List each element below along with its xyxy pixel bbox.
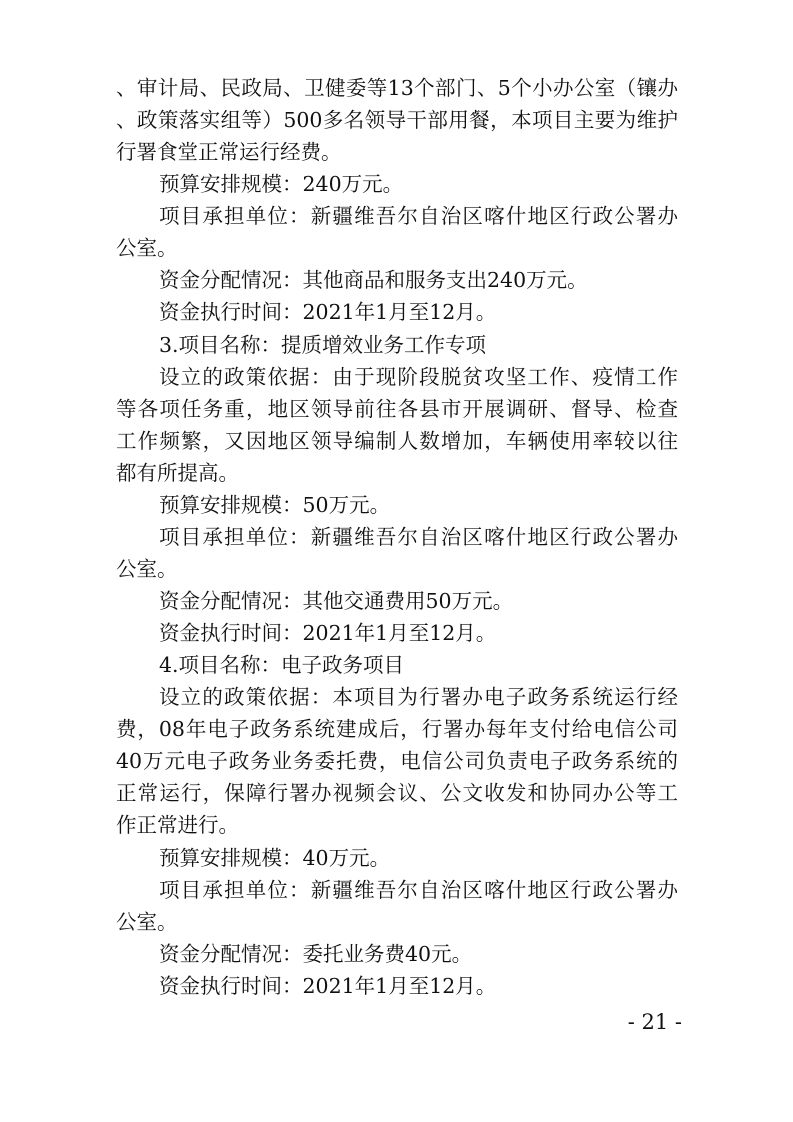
text-line: 作正常进行。 xyxy=(116,813,239,838)
text-line: 设立的政策依据：本项目为行署办电子政务系统运行经 xyxy=(159,685,678,710)
section-heading: 4.项目名称：电子政务项目 xyxy=(159,653,405,678)
paragraph-responsible-unit xyxy=(116,200,678,264)
text-line: 工作频繁，又因地区领导编制人数增加，车辆使用率较以往 xyxy=(116,428,678,453)
section-heading-project-4 xyxy=(116,649,678,681)
paragraph-execution-time xyxy=(116,617,678,649)
text-line: 资金执行时间：2021年1月至12月。 xyxy=(159,973,497,998)
text-line: 资金分配情况：其他商品和服务支出240万元。 xyxy=(159,268,588,293)
page-number: - 21 - xyxy=(627,1010,682,1034)
text-line: 都有所提高。 xyxy=(116,460,239,485)
text-line: 项目承担单位：新疆维吾尔自治区喀什地区行政公署办 xyxy=(159,877,678,902)
text-line: 费，08年电子政务系统建成后，行署办每年支付给电信公司 xyxy=(116,717,678,742)
text-line: 资金分配情况：其他交通费用50万元。 xyxy=(159,589,514,613)
text-line: 等各项任务重，地区领导前往各县市开展调研、督导、检查 xyxy=(116,396,678,421)
text-line: 公室。 xyxy=(116,909,178,934)
text-line: 资金分配情况：委托业务费40元。 xyxy=(159,941,473,966)
text-line: 公室。 xyxy=(116,556,178,581)
paragraph-fund-allocation xyxy=(116,264,678,296)
text-line: 项目承担单位：新疆维吾尔自治区喀什地区行政公署办 xyxy=(159,524,678,549)
text-line: 资金执行时间：2021年1月至12月。 xyxy=(159,300,497,325)
text-line: 设立的政策依据：由于现阶段脱贫攻坚工作、疫情工作 xyxy=(159,364,678,389)
section-heading: 3.项目名称：提质增效业务工作专项 xyxy=(159,332,487,357)
paragraph-execution-time xyxy=(116,296,678,328)
text-line: 、审计局、民政局、卫健委等13个部门、5个小办公室（镶办 xyxy=(116,76,678,100)
text-line: 行署食堂正常运行经费。 xyxy=(116,140,342,165)
paragraph-budget-scale-50 xyxy=(116,489,678,521)
text-line: 公室。 xyxy=(116,236,178,261)
text-line: 项目承担单位：新疆维吾尔自治区喀什地区行政公署办 xyxy=(159,204,678,229)
paragraph-budget-scale-40 xyxy=(116,842,678,874)
paragraph-policy-basis xyxy=(116,681,678,841)
text-line: 正常运行，保障行署办视频会议、公文收发和协同办公等工 xyxy=(116,781,678,806)
text-line: 预算安排规模：40万元。 xyxy=(159,845,391,870)
text-line: 预算安排规模：240万元。 xyxy=(159,172,404,197)
paragraph-responsible-unit xyxy=(116,521,678,585)
text-line: 、政策落实组等）500多名领导干部用餐，本项目主要为维护 xyxy=(116,108,678,133)
document-body xyxy=(116,72,678,1002)
text-line: 40万元电子政务业务委托费，电信公司负责电子政务系统的 xyxy=(116,749,678,774)
text-line: 资金执行时间：2021年1月至12月。 xyxy=(159,621,497,646)
paragraph-responsible-unit xyxy=(116,874,678,938)
paragraph-fund-allocation xyxy=(116,585,678,617)
text-line: 预算安排规模：50万元。 xyxy=(159,492,391,517)
paragraph-policy-basis xyxy=(116,361,678,489)
paragraph-fund-allocation xyxy=(116,938,678,970)
paragraph-budget-scale-240 xyxy=(116,168,678,200)
section-heading-project-3 xyxy=(116,329,678,361)
paragraph-execution-time xyxy=(116,970,678,1002)
paragraph-canteen-description-continued xyxy=(116,72,678,168)
